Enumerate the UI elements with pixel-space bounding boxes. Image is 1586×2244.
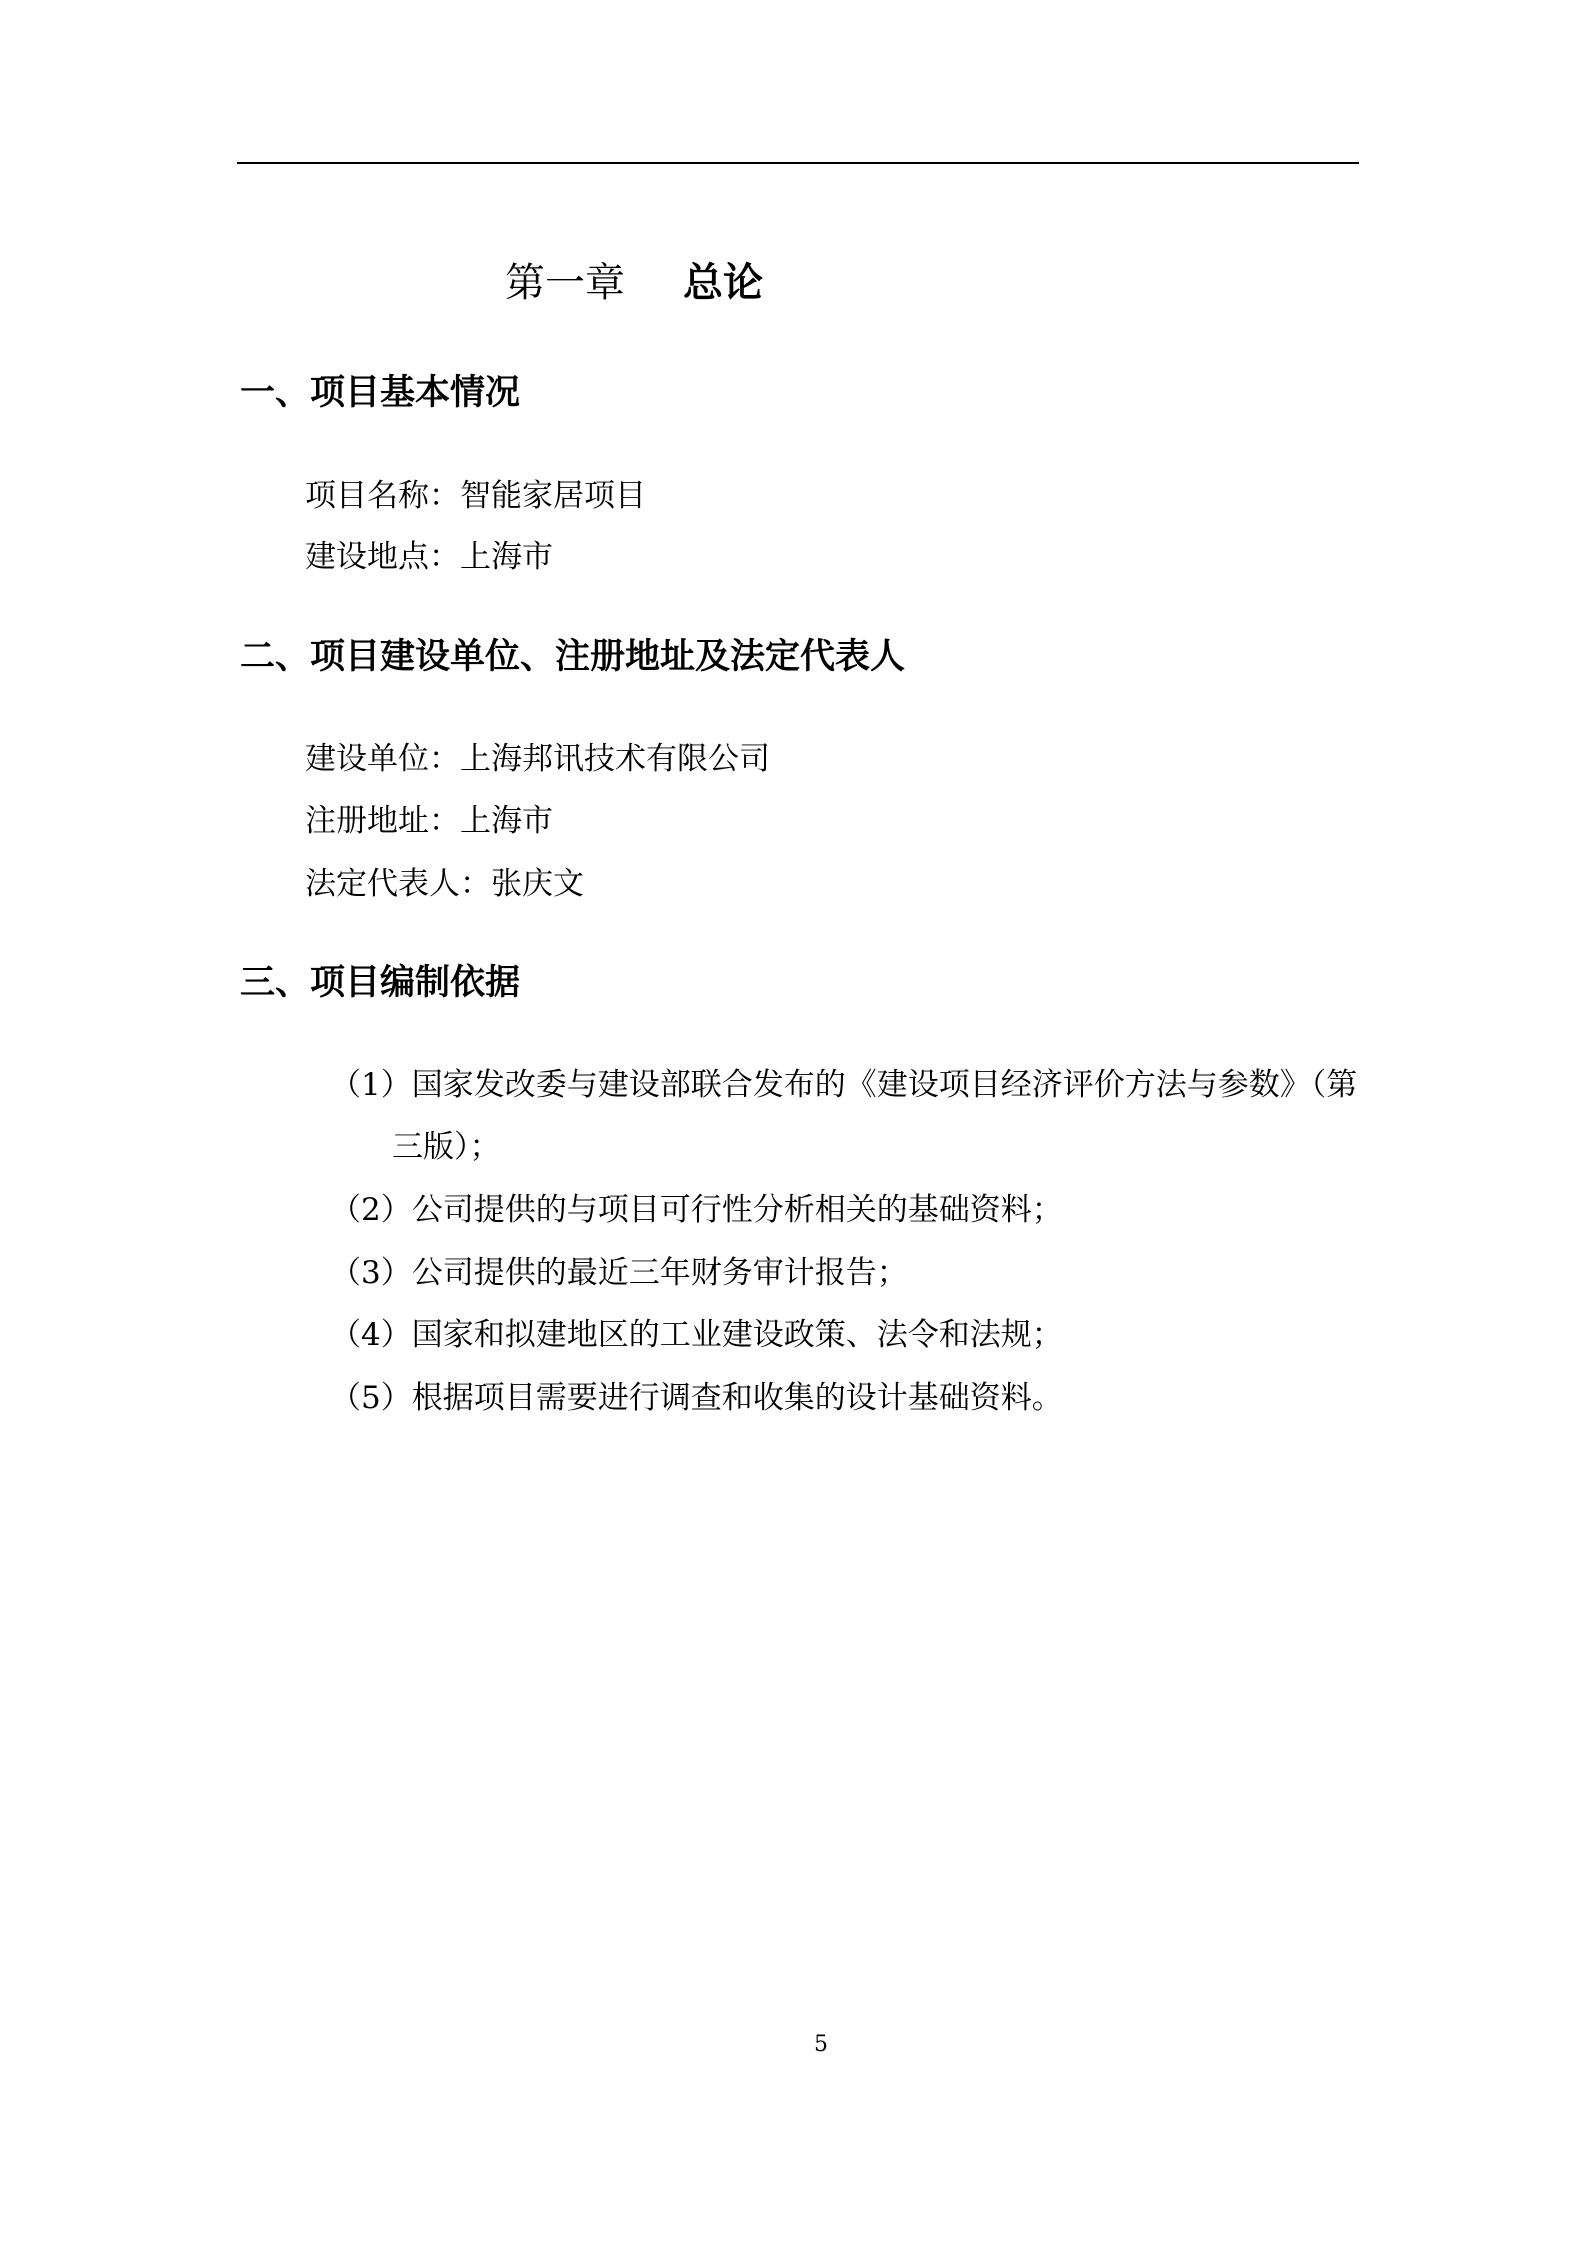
basis-item-1-continuation: 三版）； — [392, 1129, 501, 1165]
basis-item-5: （5）根据项目需要进行调查和收集的设计基础资料。 — [330, 1380, 1063, 1416]
basis-item-2: （2）公司提供的与项目可行性分析相关的基础资料； — [330, 1192, 1063, 1228]
header-rule — [237, 162, 1359, 164]
section-heading-compilation-basis: 三、项目编制依据 — [240, 963, 521, 1003]
basis-item-3: （3）公司提供的最近三年财务审计报告； — [330, 1255, 908, 1291]
legal-representative-line: 法定代表人：张庆文 — [305, 866, 584, 902]
construction-site-line: 建设地点：上海市 — [305, 539, 553, 575]
construction-unit-line: 建设单位：上海邦讯技术有限公司 — [305, 741, 770, 777]
chapter-title — [505, 255, 763, 311]
basis-item-4: （4）国家和拟建地区的工业建设政策、法令和法规； — [330, 1317, 1063, 1353]
chapter-name: 总论 — [683, 260, 763, 306]
registered-address-line: 注册地址：上海市 — [305, 803, 553, 839]
page-number: 5 — [814, 2032, 828, 2057]
section-heading-construction-unit: 二、项目建设单位、注册地址及法定代表人 — [240, 637, 906, 677]
basis-item-1: （1）国家发改委与建设部联合发布的《建设项目经济评价方法与参数》（第 — [330, 1067, 1358, 1103]
section-heading-basic-info: 一、项目基本情况 — [240, 373, 521, 413]
project-name-line: 项目名称：智能家居项目 — [305, 478, 646, 514]
chapter-number: 第一章 — [505, 260, 625, 306]
